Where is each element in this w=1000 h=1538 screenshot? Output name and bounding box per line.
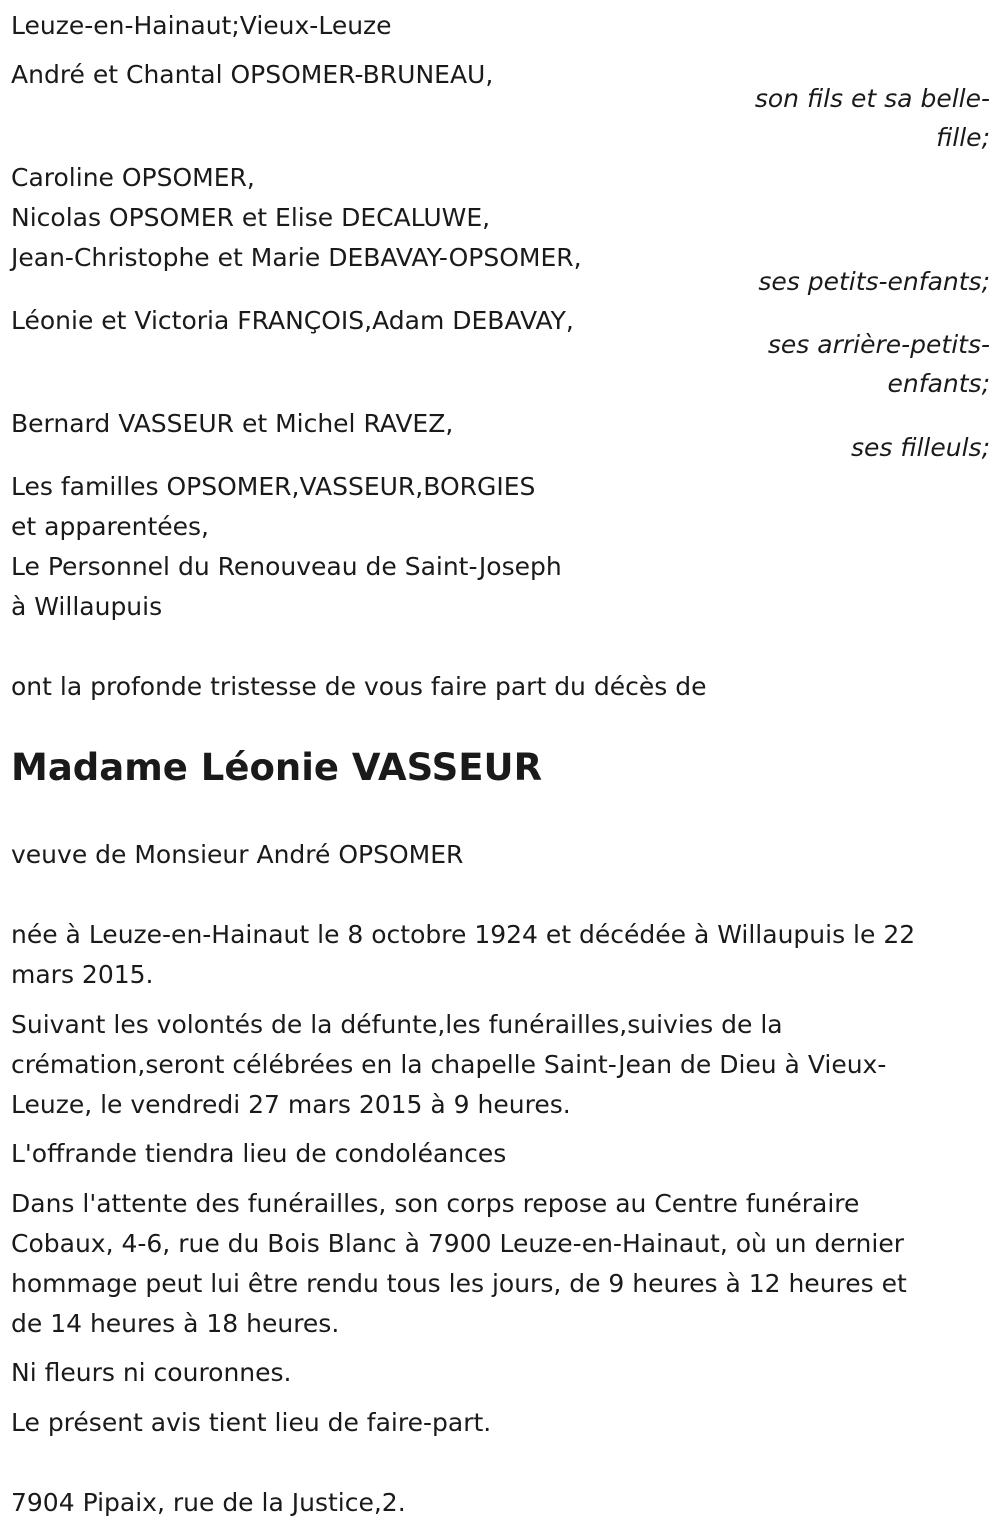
offering-text: L'offrande tiendra lieu de condoléances [11,1139,507,1168]
relation-label: ses arrière-petits- [767,330,990,359]
mourner-name: Caroline OPSOMER, [11,163,255,192]
birth-death-line: née à Leuze-en-Hainaut le 8 octobre 1924 et décédée à Willaupuis le 22 [11,920,916,949]
other-mourners-line: Le Personnel du Renouveau de Saint-Joseph [11,552,562,581]
viewing-line: hommage peut lui être rendu tous les jours, de 9 heures à 12 heures et [11,1269,907,1298]
viewing-line: Cobaux, 4-6, rue du Bois Blanc à 7900 Leuze-en-Hainaut, où un dernier [11,1229,904,1258]
mourner-name: André et Chantal OPSOMER-BRUNEAU, [11,60,494,89]
widow-of-text: veuve de Monsieur André OPSOMER [11,840,464,869]
funeral-line: crémation,seront célébrées en la chapelle Saint-Jean de Dieu à Vieux- [11,1050,887,1079]
mourner-name: Jean-Christophe et Marie DEBAVAY-OPSOMER, [11,243,582,272]
other-mourners-line: à Willaupuis [11,592,163,621]
mourner-name: Léonie et Victoria FRANÇOIS,Adam DEBAVAY, [11,306,574,335]
relation-label: ses filleuls; [850,433,990,462]
other-mourners-line: Les familles OPSOMER,VASSEUR,BORGIES [11,472,536,501]
other-mourners-line: et apparentées, [11,512,209,541]
funeral-line: Suivant les volontés de la défunte,les funérailles,suivies de la [11,1010,783,1039]
birth-death-line: mars 2015. [11,960,154,989]
funeral-line: Leuze, le vendredi 27 mars 2015 à 9 heures. [11,1090,571,1119]
no-flowers-text: Ni fleurs ni couronnes. [11,1358,292,1387]
relation-label: son fils et sa belle- [754,84,990,113]
relation-label: enfants; [887,369,990,398]
notice-text: Le présent avis tient lieu de faire-part. [11,1408,492,1437]
address-text: 7904 Pipaix, rue de la Justice,2. [11,1488,406,1517]
relation-label: ses petits-enfants; [758,267,990,296]
mourner-name: Bernard VASSEUR et Michel RAVEZ, [11,409,454,438]
viewing-line: de 14 heures à 18 heures. [11,1309,340,1338]
location: Leuze-en-Hainaut;Vieux-Leuze [11,11,392,40]
deceased-name: Madame Léonie VASSEUR [11,746,543,789]
relation-label: fille; [936,123,990,152]
viewing-line: Dans l'attente des funérailles, son corps repose au Centre funéraire [11,1189,860,1218]
announcement-text: ont la profonde tristesse de vous faire part du décès de [11,672,707,701]
mourner-name: Nicolas OPSOMER et Elise DECALUWE, [11,203,491,232]
